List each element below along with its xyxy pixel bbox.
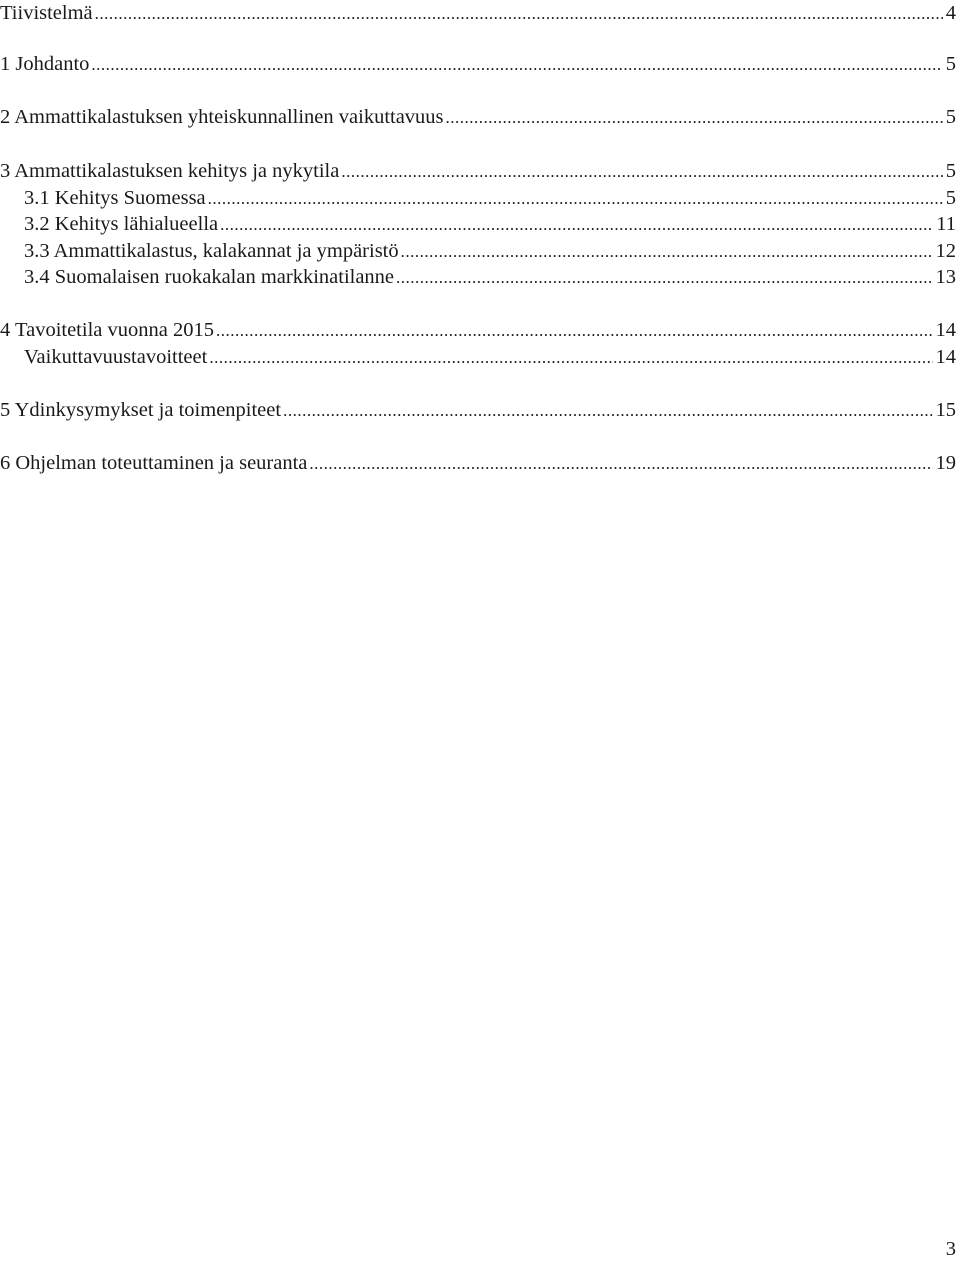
toc-entry-title: 3.3 Ammattikalastus, kalakannat ja ympäristö xyxy=(24,240,399,262)
toc-entry-tiivistelma[interactable] xyxy=(0,0,956,26)
toc-dot-leader xyxy=(309,451,932,477)
toc-entry-title: Vaikuttavuustavoitteet xyxy=(24,346,208,368)
toc-entry-kehitys-lahialueella[interactable] xyxy=(24,211,956,237)
toc-entry-markkinatilanne[interactable] xyxy=(24,264,956,290)
toc-entry-page: 5 xyxy=(945,160,956,182)
toc-entry-title: 3.1 Kehitys Suomessa xyxy=(24,187,206,209)
toc-entry-title: 3.2 Kehitys lähialueella xyxy=(24,213,219,235)
toc-entry-johdanto[interactable] xyxy=(0,51,956,77)
toc-dot-leader xyxy=(446,105,943,131)
toc-dot-leader xyxy=(208,186,943,212)
toc-dot-leader xyxy=(220,212,933,238)
toc-dot-leader xyxy=(283,398,932,424)
toc-entry-toteuttaminen-seuranta[interactable] xyxy=(0,450,956,476)
toc-entry-page: 5 xyxy=(945,53,956,75)
toc-dot-leader xyxy=(91,52,942,78)
toc-dot-leader xyxy=(341,159,942,185)
toc-entry-kalakannat-ymparisto[interactable] xyxy=(24,238,956,264)
toc-dot-leader xyxy=(95,1,943,27)
toc-entry-title: 3.4 Suomalaisen ruokakalan markkinatilanne xyxy=(24,266,395,288)
toc-entry-page: 13 xyxy=(935,266,956,288)
toc-entry-page: 5 xyxy=(945,187,956,209)
toc-entry-title: 2 Ammattikalastuksen yhteiskunnallinen vaikuttavuus xyxy=(0,106,444,128)
toc-entry-title: 5 Ydinkysymykset ja toimenpiteet xyxy=(0,399,282,421)
toc-entry-kehitys-suomessa[interactable] xyxy=(24,185,956,211)
toc-entry-title: Tiivistelmä xyxy=(0,2,93,24)
toc-entry-page: 19 xyxy=(935,452,956,474)
toc-entry-page: 14 xyxy=(935,346,956,368)
toc-entry-ydinkysymykset[interactable] xyxy=(0,397,956,423)
toc-entry-title: 6 Ohjelman toteuttaminen ja seuranta xyxy=(0,452,308,474)
toc-dot-leader xyxy=(401,239,933,265)
page-number: 3 xyxy=(945,1238,956,1260)
toc-entry-page: 12 xyxy=(935,240,956,262)
toc-entry-tavoitetila[interactable] xyxy=(0,317,956,343)
toc-dot-leader xyxy=(396,265,932,291)
toc-entry-page: 14 xyxy=(935,319,956,341)
toc-entry-vaikuttavuustavoitteet[interactable] xyxy=(24,344,956,370)
toc-entry-kehitys-nykytila[interactable] xyxy=(0,158,956,184)
toc-entry-title: 3 Ammattikalastuksen kehitys ja nykytila xyxy=(0,160,340,182)
toc-entry-title: 4 Tavoitetila vuonna 2015 xyxy=(0,319,214,341)
toc-entry-page: 11 xyxy=(936,213,956,235)
toc-entry-vaikuttavuus[interactable] xyxy=(0,104,956,130)
toc-entry-page: 5 xyxy=(945,106,956,128)
toc-dot-leader xyxy=(216,318,933,344)
toc-entry-page: 4 xyxy=(945,2,956,24)
toc-entry-page: 15 xyxy=(935,399,956,421)
toc-entry-title: 1 Johdanto xyxy=(0,53,90,75)
toc-dot-leader xyxy=(209,345,932,371)
